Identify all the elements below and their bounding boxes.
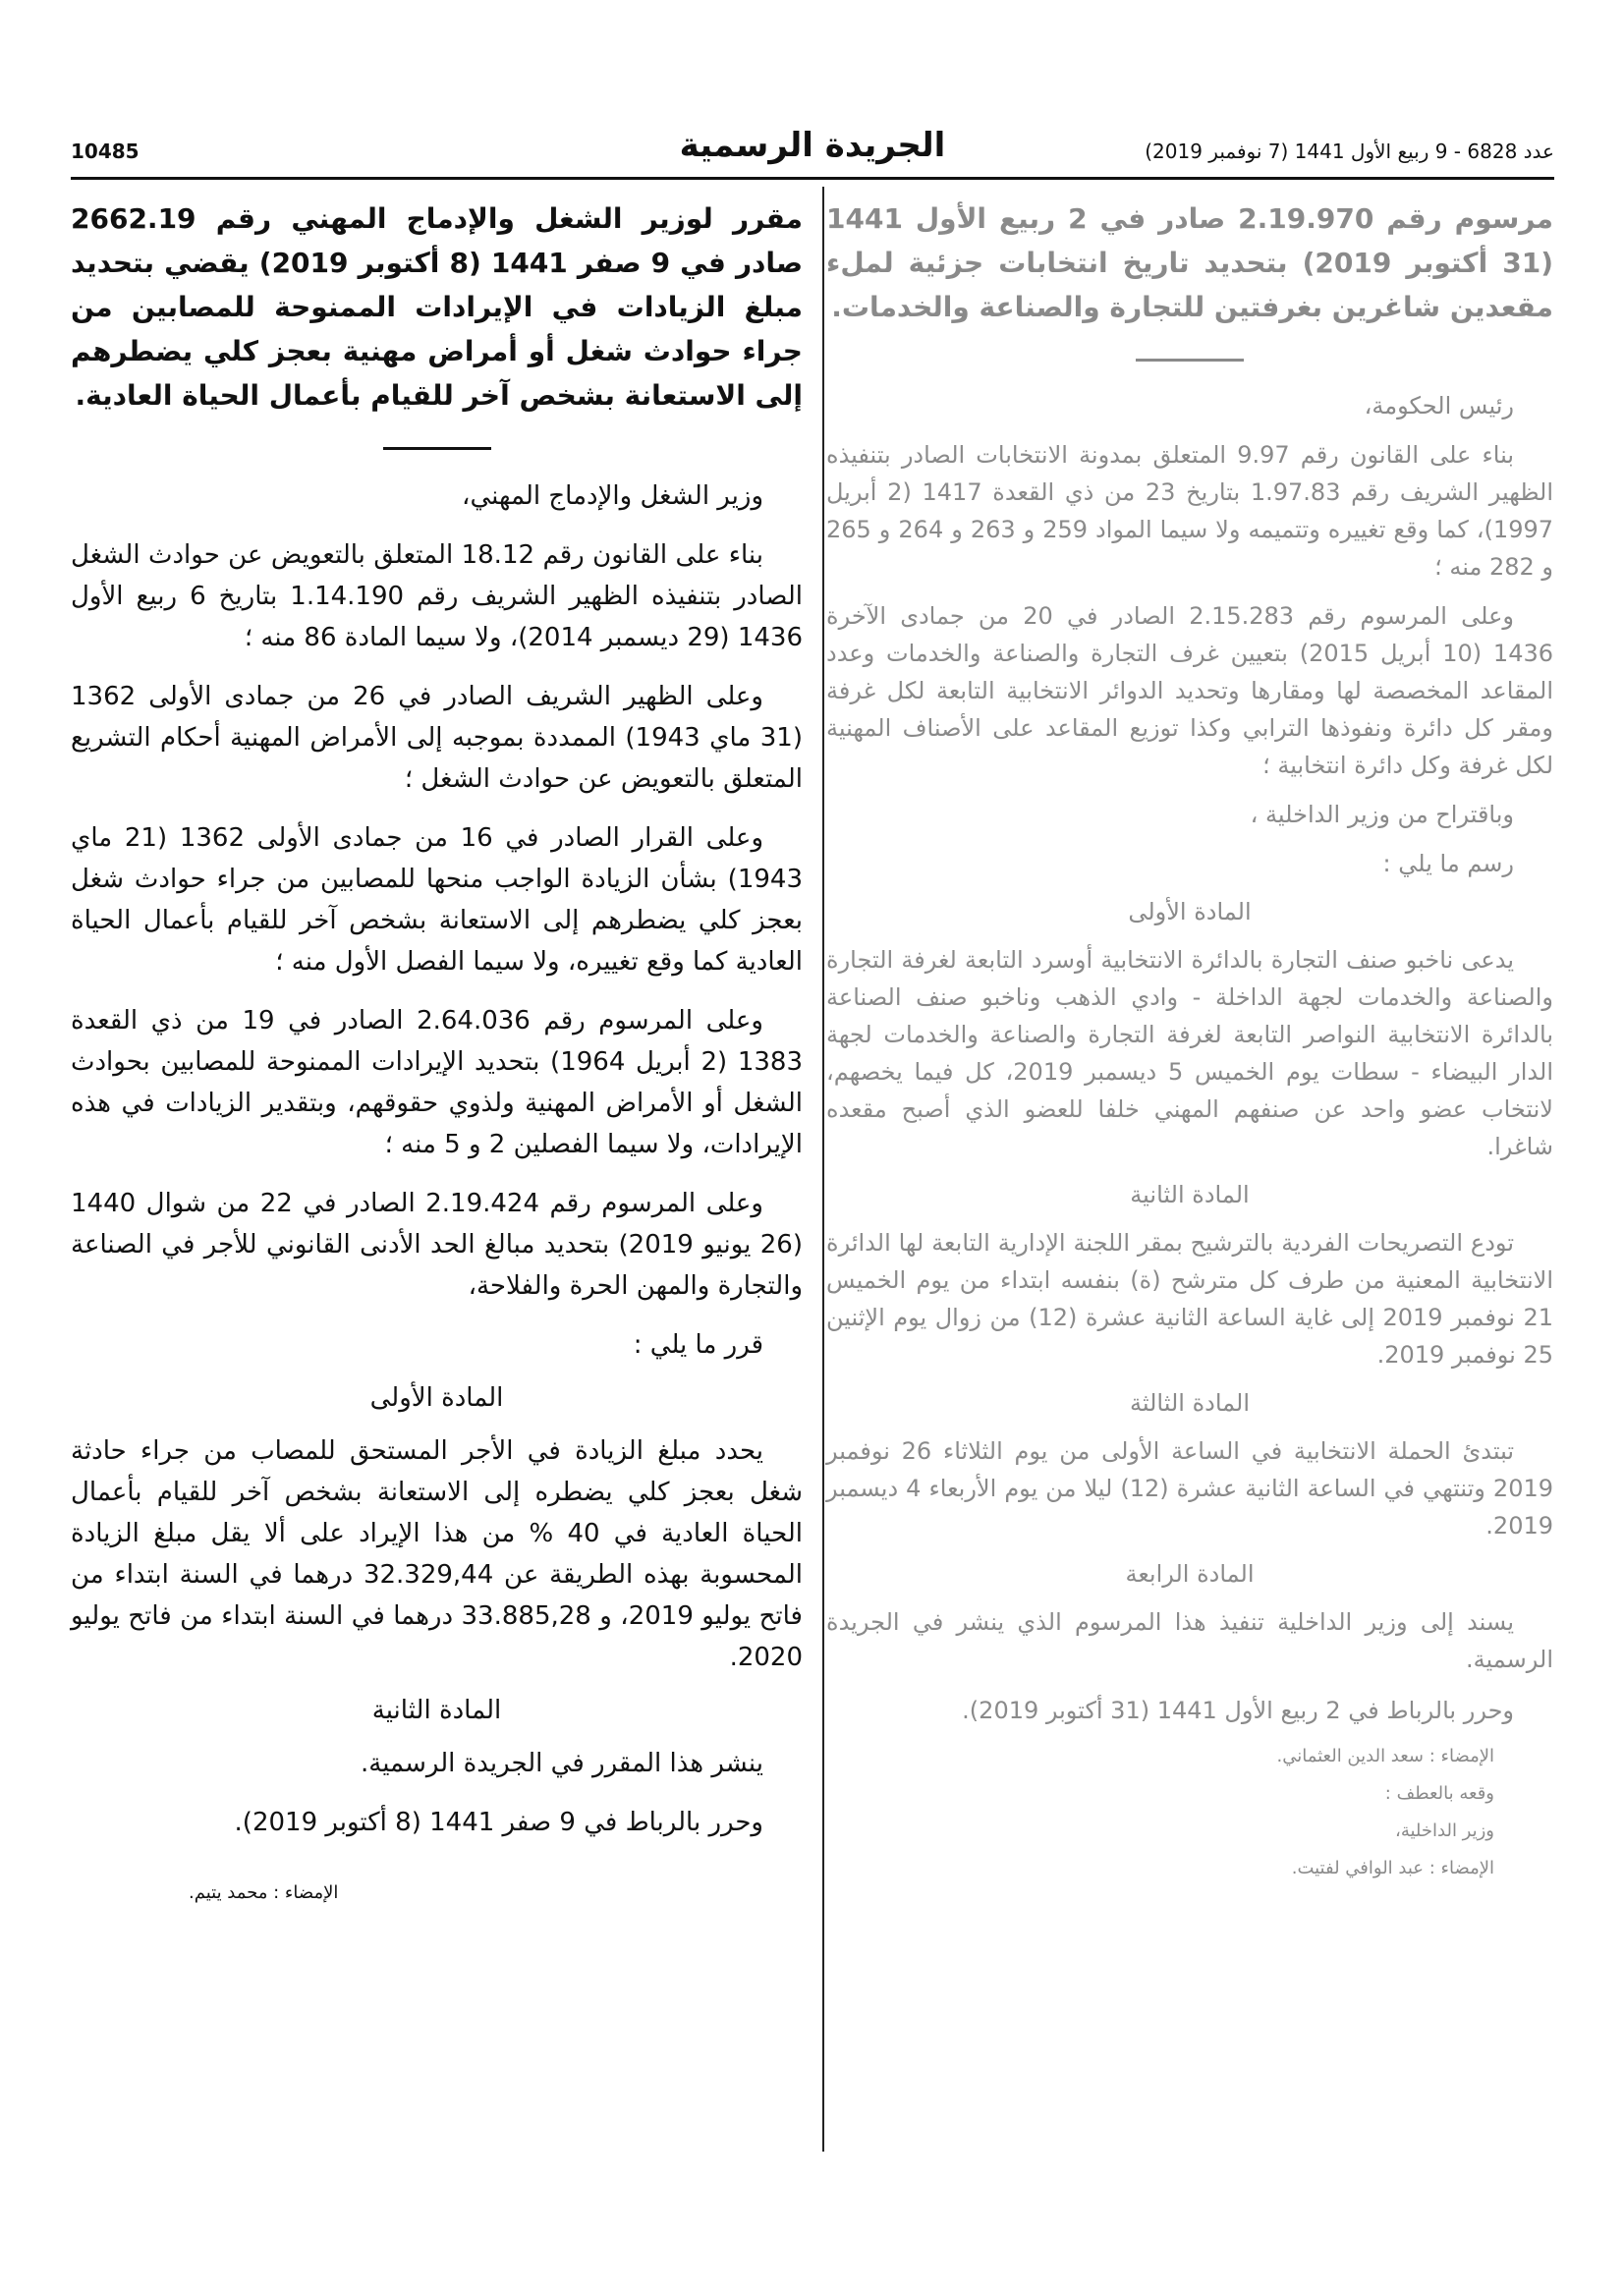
signature: الإمضاء : محمد يتيم. — [189, 1882, 339, 1903]
issuer: وزير الشغل والإدماج المهني، — [462, 481, 763, 511]
decided-line: قرر ما يلي : — [633, 1330, 763, 1360]
decreed-line: رسم ما يلي : — [1382, 850, 1514, 877]
article-text: يدعى ناخبو صنف التجارة بالدائرة الانتخابية أوسرد التابعة لغرفة التجارة والصناعة والخدمات لجهة الداخلة - وادي الذهب وناخبو صنف الصناعة بالدائرة الانتخابية النواصر التابعة لغرفة التجارة والصناعة والخدمات لجهة الدار البيضاء - سطات يوم الخميس 5 ديسمبر 2019، كل فيما يخصهم، لانتخاب عضو واحد عن صنفهم المهني خلفا للعضو الذي أصبح مقعده شاغرا. — [826, 946, 1553, 1160]
issue-info: عدد 6828 - 9 ربيع الأول 1441 (7 نوفمبر 2019) — [1145, 140, 1554, 163]
left-column — [71, 196, 803, 1903]
decree-title: مرسوم رقم 2.19.970 صادر في 2 ربيع الأول 1441 (31 أكتوبر 2019) بتحديد تاريخ انتخابات جزئية لملء مقعدين شاغرين بغرفتين للتجارة والصناعة والخدمات. — [826, 202, 1554, 323]
decision-title: مقرر لوزير الشغل والإدماج المهني رقم 2662.19 صادر في 9 صفر 1441 (8 أكتوبر 2019) يقضي بتحديد مبلغ الزيادات في الإيرادات الممنوحة للمصابين من جراء حوادث شغل أو أمراض مهنية بعجز كلي يضطرهم إلى الاستعانة بشخص آخر للقيام بأعمال الحياة العادية. — [71, 202, 803, 412]
title-rule — [1136, 359, 1244, 362]
preamble-paragraph: وعلى المرسوم رقم 2.19.424 الصادر في 22 من شوال 1440 (26 يونيو 2019) بتحديد مبالغ الحد الأدنى القانوني للأجر في الصناعة والتجارة والمهن الحرة والفلاحة، — [71, 1189, 803, 1301]
article-heading: المادة الثالثة — [1129, 1389, 1250, 1417]
signature-block — [826, 1692, 1553, 1884]
minister-title: وزير الداخلية، — [1395, 1820, 1494, 1841]
preamble-paragraph: وعلى الظهير الشريف الصادر في 26 من جمادى الأولى 1362 (31 ماي 1943) الممددة بموجبه إلى الأمراض المهنية أحكام التشريع المتعلق بالتعويض عن حوادث الشغل ؛ — [71, 682, 803, 794]
article-heading: المادة الثانية — [1130, 1181, 1250, 1208]
page-header — [71, 126, 1554, 171]
title-rule — [383, 447, 491, 450]
article-heading: المادة الأولى — [369, 1383, 504, 1413]
done-at: وحرر بالرباط في 2 ربيع الأول 1441 (31 أكتوبر 2019). — [962, 1697, 1514, 1724]
preamble-paragraph: وعلى المرسوم رقم 2.15.283 الصادر في 20 من جمادى الآخرة 1436 (10 أبريل 2015) بتعيين غرف التجارة والصناعة والخدمات وعدد المقاعد المخصصة لها ومقارها وتحديد الدوائر الانتخابية التابعة لكل غرفة ومقر كل دائرة ونفوذها الترابي وكذا توزيع المقاعد على الأصناف المهنية لكل غرفة وكل دائرة انتخابية ؛ — [826, 602, 1553, 779]
preamble-paragraph: وعلى القرار الصادر في 16 من جمادى الأولى 1362 (21 ماي 1943) بشأن الزيادة الواجب منحها للمصابين من جراء حوادث شغل بعجز كلي يضطرهم إلى الاستعانة بشخص آخر للقيام بأعمال الحياة العادية كما وقع تغييره، ولا سيما الفصل الأول منه ؛ — [71, 823, 803, 977]
article-heading: المادة الرابعة — [1125, 1560, 1255, 1588]
article-text: يحدد مبلغ الزيادة في الأجر المستحق للمصاب من جراء حادثة شغل بعجز كلي يضطره إلى الاستعانة بشخص آخر للقيام بأعمال الحياة العادية في 40 % من هذا الإيراد على ألا يقل مبلغ الزيادة المحسوبة بهذه الطريقة عن 32.329,44 درهما في السنة ابتداء من فاتح يوليو 2019، و 33.885,28 درهما في السنة ابتداء من فاتح يوليو 2020. — [71, 1436, 804, 1672]
countersigned-label: وقعه بالعطف : — [1384, 1783, 1494, 1804]
preamble-paragraph: وعلى المرسوم رقم 2.64.036 الصادر في 19 من ذي القعدة 1383 (2 أبريل 1964) بتحديد الإيرادات الممنوحة للمصابين بحوادث الشغل أو الأمراض المهنية ولذوي حقوقهم، وبتقدير الزيادات في هذه الإيرادات، ولا سيما الفصلين 2 و 5 منه ؛ — [71, 1006, 803, 1159]
issuer: رئيس الحكومة، — [1364, 392, 1514, 420]
minister-signature: الإمضاء : عبد الوافي لفتيت. — [1291, 1858, 1494, 1878]
right-column — [826, 196, 1553, 1890]
article-text: ينشر هذا المقرر في الجريدة الرسمية. — [361, 1749, 763, 1778]
signature: الإمضاء : سعد الدين العثماني. — [1276, 1746, 1494, 1766]
gazette-title: الجريدة الرسمية — [679, 126, 946, 165]
article-text: تودع التصريحات الفردية بالترشيح بمقر اللجنة الإدارية التابعة لها الدائرة الانتخابية المعنية من طرف كل مترشح (ة) بنفسه ابتداء من يوم الخميس 21 نوفمبر 2019 إلى غاية الساعة الثانية عشرة (12) من زوال يوم الإثنين 25 نوفمبر 2019. — [826, 1229, 1554, 1369]
preamble-paragraph: وباقتراح من وزير الداخلية ، — [1250, 801, 1514, 828]
column-divider — [822, 187, 824, 2152]
preamble-paragraph: بناء على القانون رقم 18.12 المتعلق بالتعويض عن حوادث الشغل الصادر بتنفيذه الظهير الشريف رقم 1.14.190 بتاريخ 6 ربيع الأول 1436 (29 ديسمبر 2014)، ولا سيما المادة 86 منه ؛ — [71, 540, 803, 652]
done-at: وحرر بالرباط في 9 صفر 1441 (8 أكتوبر 2019). — [234, 1808, 763, 1837]
header-rule — [71, 177, 1554, 180]
article-heading: المادة الأولى — [1128, 898, 1252, 925]
article-heading: المادة الثانية — [371, 1696, 502, 1725]
article-text: تبتدئ الحملة الانتخابية في الساعة الأولى من يوم الثلاثاء 26 نوفمبر 2019 وتنتهي في الساعة الثانية عشرة (12) ليلا من يوم الأربعاء 4 ديسمبر 2019. — [826, 1437, 1553, 1540]
article-text: يسند إلى وزير الداخلية تنفيذ هذا المرسوم الذي ينشر في الجريدة الرسمية. — [826, 1608, 1553, 1673]
preamble-paragraph: بناء على القانون رقم 9.97 المتعلق بمدونة الانتخابات الصادر بتنفيذه الظهير الشريف رقم 1.97.83 بتاريخ 23 من ذي القعدة 1417 (2 أبريل 1997)، كما وقع تغييره وتتميمه ولا سيما المواد 259 و 263 و 264 و 265 و 282 منه ؛ — [826, 441, 1553, 581]
page-number: 10485 — [71, 140, 140, 163]
